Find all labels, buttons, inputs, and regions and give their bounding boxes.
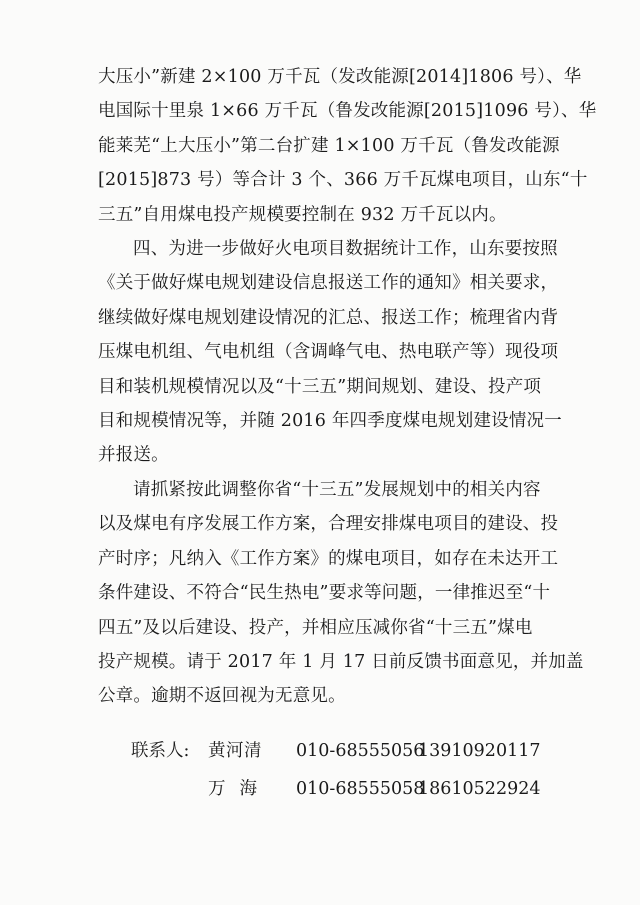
text-line: 三五”自用煤电投产规模要控制在 932 万千瓦以内。 [98,204,507,225]
text-line: 目和规模情况等，并随 2016 年四季度煤电规划建设情况一 [98,411,562,432]
text-line: 继续做好煤电规划建设情况的汇总、报送工作；梳理省内背 [98,307,559,328]
paragraph-3-continuation [98,60,597,232]
text-line: 公章。逾期不返回视为无意见。 [98,686,346,707]
text-line: [2015]873 号）等合计 3 个、366 万千瓦煤电项目，山东“十 [98,170,588,191]
paragraph-closing [98,473,584,714]
contact-label: 联系人: [131,741,190,761]
contact-block [131,732,540,808]
contact-name: 万海 [208,779,271,799]
text-line: 压煤电机组、气电机组（含调峰气电、热电联产等）现役项 [98,342,559,363]
text-line: 并报送。 [98,445,169,466]
contact-row [131,770,540,808]
text-line: 大压小”新建 2×100 万千瓦（发改能源[2014]1806 号）、华 [98,67,582,87]
paragraph-4 [98,232,562,473]
text-line: 请抓紧按此调整你省“十三五”发展规划中的相关内容 [133,479,541,500]
text-line: 以及煤电有序发展工作方案，合理安排煤电项目的建设、投 [98,514,559,535]
contact-name: 黄河清 [208,741,262,761]
text-line: 能莱芜“上大压小”第二台扩建 1×100 万千瓦（鲁发改能源 [98,135,560,156]
contact-phone: 010-68555056 [296,741,425,761]
text-line: 四五”及以后建设、投产，并相应压减你省“十三五”煤电 [98,617,533,638]
contact-phone: 010-68555058 [296,779,425,799]
document-body [98,60,597,714]
text-line: 产时序；凡纳入《工作方案》的煤电项目，如存在未达开工 [98,548,559,569]
contact-label-spacer [131,770,208,808]
text-line: 四、为进一步做好火电项目数据统计工作，山东要按照 [133,239,558,260]
text-line: 条件建设、不符合“民生热电”要求等问题，一律推迟至“十 [98,583,551,604]
text-line: 电国际十里泉 1×66 万千瓦（鲁发改能源[2015]1096 号）、华 [98,101,597,122]
text-line: 投产规模。请于 2017 年 1 月 17 日前反馈书面意见，并加盖 [98,651,584,672]
contact-row [131,732,540,770]
text-line: 《关于做好煤电规划建设信息报送工作的通知》相关要求， [98,273,559,294]
contact-mobile: 18610522924 [418,779,541,799]
contact-mobile: 13910920117 [418,741,541,761]
text-line: 目和装机规模情况以及“十三五”期间规划、建设、投产项 [98,376,542,397]
